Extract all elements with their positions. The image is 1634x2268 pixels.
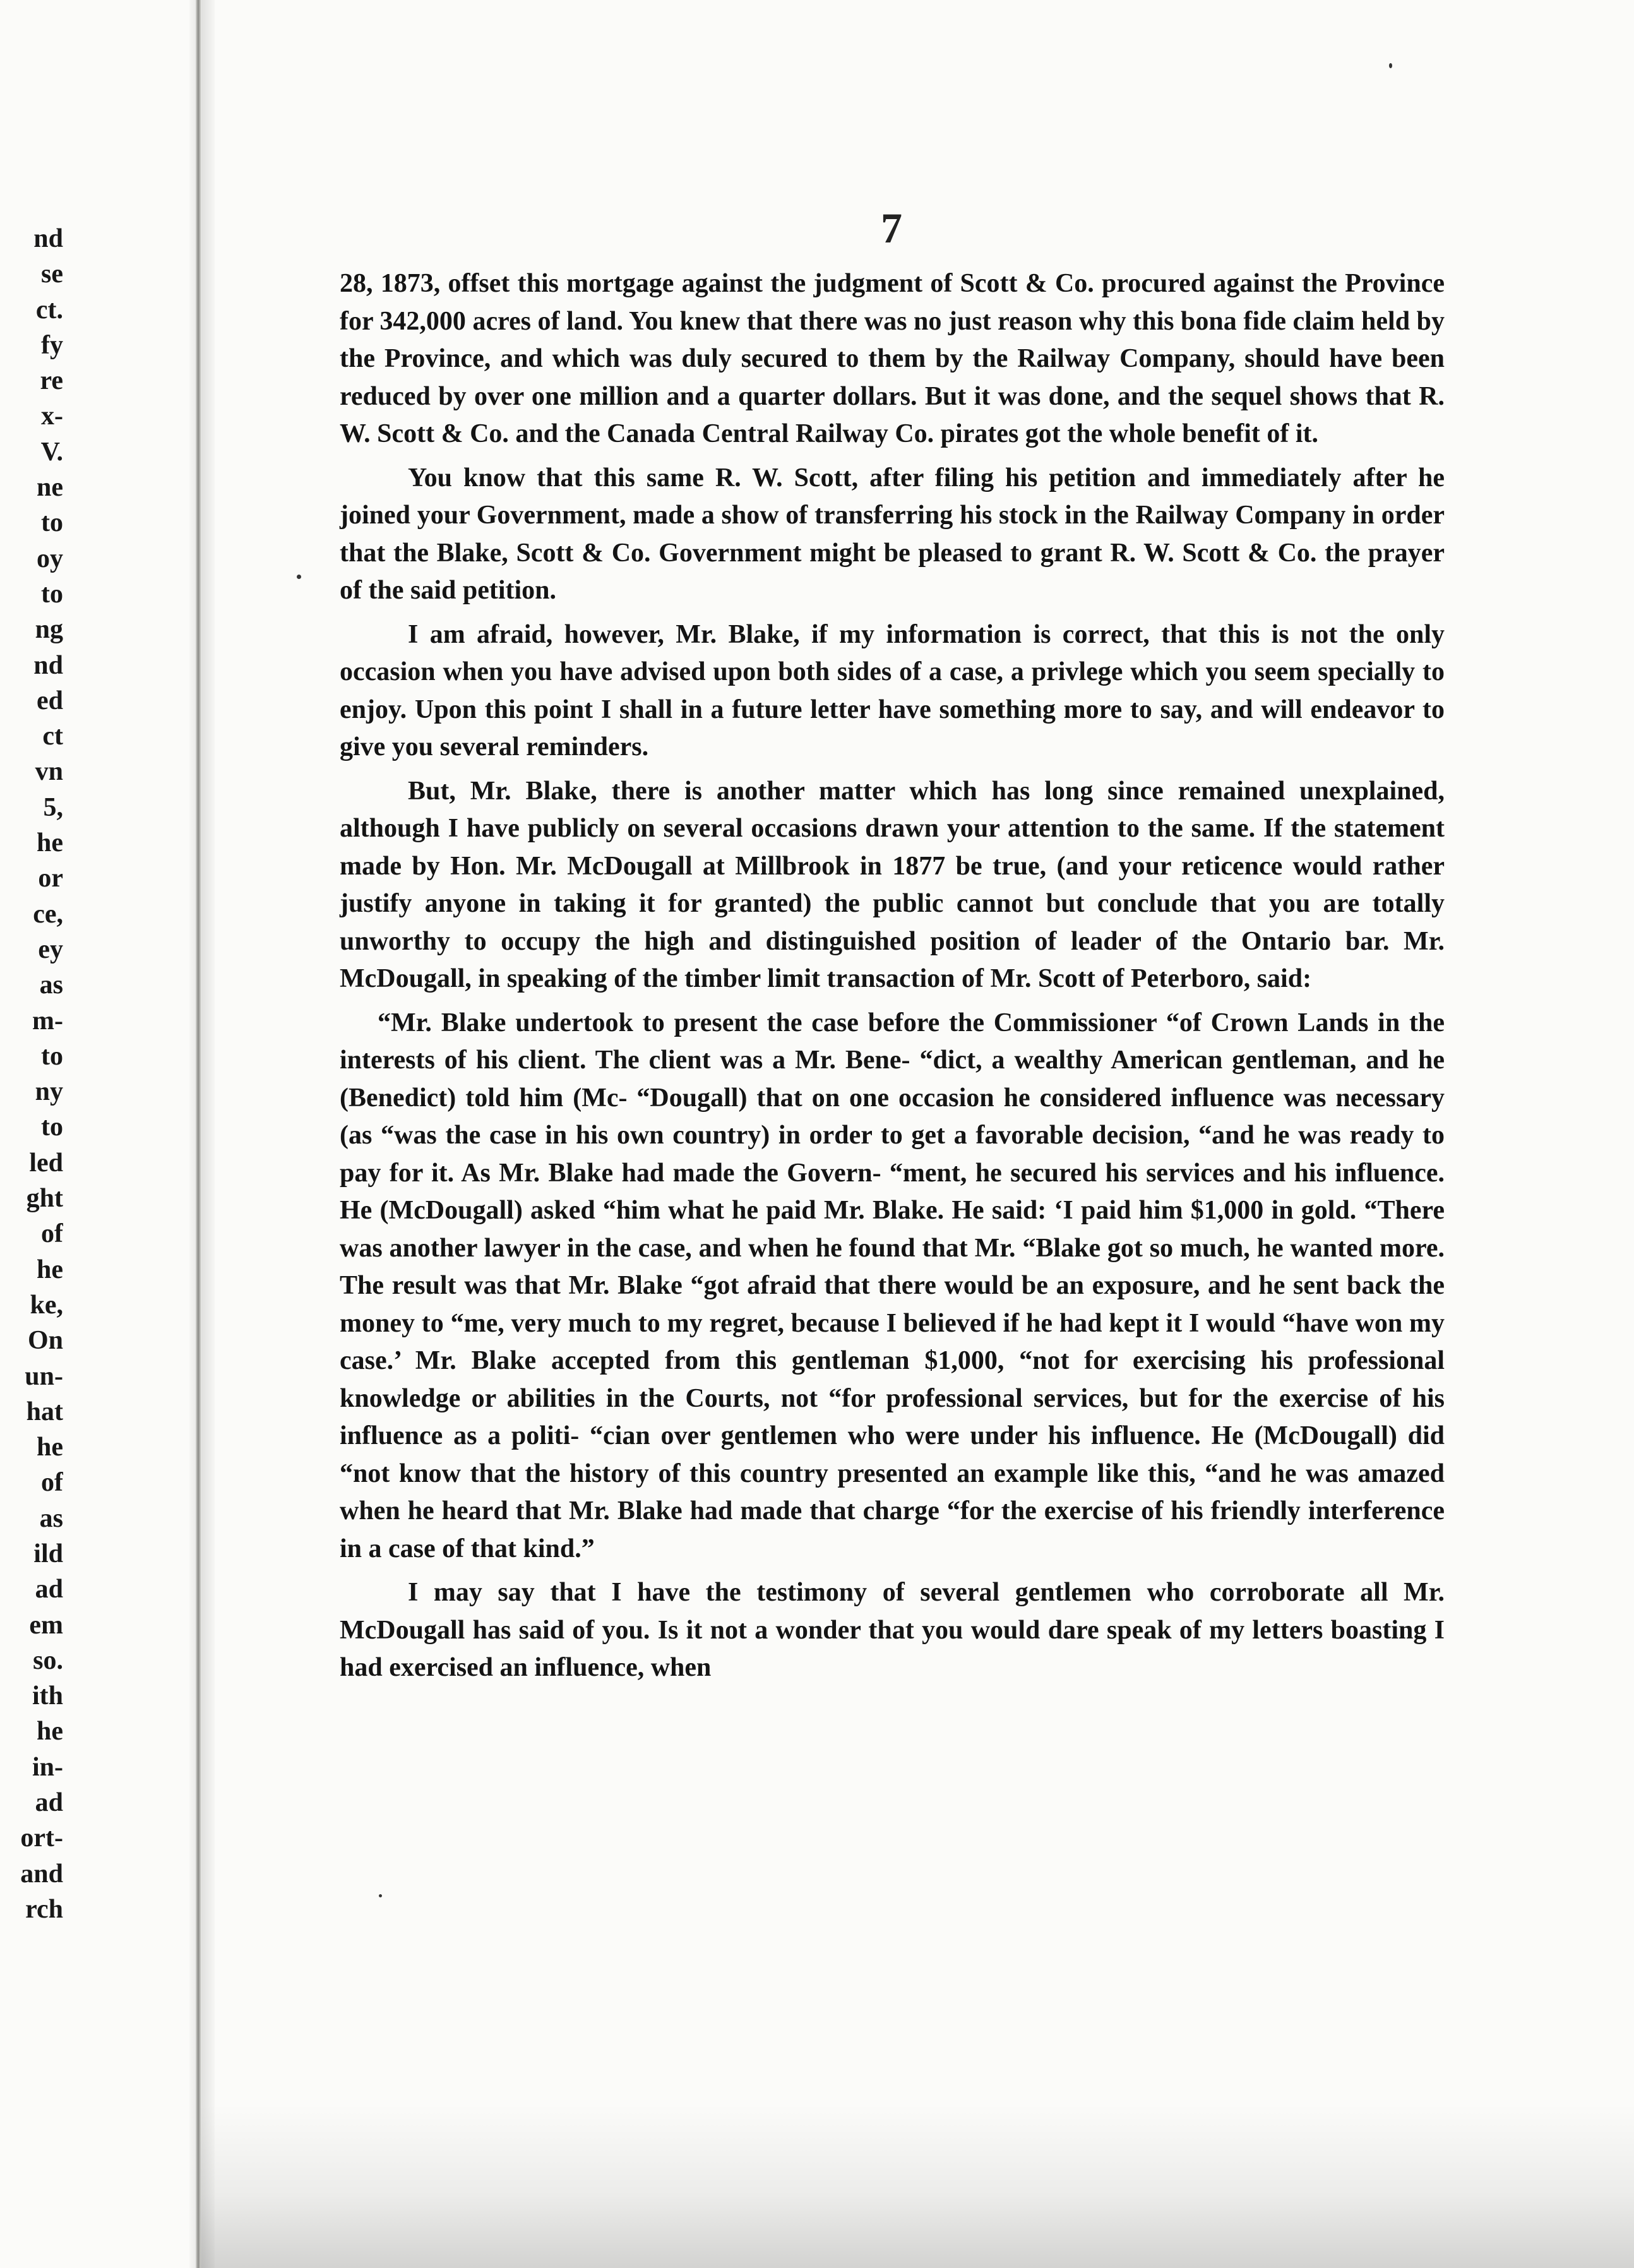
left-fragment: led <box>29 1148 63 1178</box>
left-fragment: em <box>29 1610 63 1640</box>
left-fragment: ort- <box>20 1823 63 1853</box>
left-fragment: ad <box>35 1788 63 1818</box>
left-fragment: or <box>38 864 63 893</box>
left-fragment: of <box>41 1219 63 1249</box>
left-fragment: ke, <box>30 1290 63 1320</box>
left-fragment: ad <box>35 1575 63 1604</box>
paragraph-3: I am afraid, however, Mr. Blake, if my information is correct, that this is not the only occasion when you have advised upon both sides of a case, a privlege which you seem specially to enjoy. Upon this point I shall in a future letter have something more to say, and will endeavor to give you several reminders. <box>340 619 1445 761</box>
left-fragment: he <box>37 1255 63 1284</box>
print-speck <box>379 1894 382 1897</box>
left-fragment: to <box>41 1041 63 1071</box>
left-fragment: ng <box>35 615 63 645</box>
paragraph-2: You know that this same R. W. Scott, after filing his petition and immediately after he joined your Government, made a show of transferring his stock in the Railway Company in order that the Blake, Scott & Co. Government might be pleased to grant R. W. Scott & Co. the prayer of the said petition. <box>340 463 1445 605</box>
left-fragment: un- <box>25 1361 63 1391</box>
left-fragment: fy <box>41 330 63 360</box>
left-fragment: re <box>40 366 63 396</box>
left-fragment: On <box>27 1326 63 1356</box>
left-fragment: in- <box>32 1752 63 1782</box>
left-fragment: se <box>41 260 63 289</box>
binding-gutter <box>196 0 201 2268</box>
left-fragment: x- <box>41 402 63 431</box>
left-fragment: to <box>41 508 63 538</box>
left-fragment: to <box>41 1113 63 1142</box>
left-fragment: he <box>37 828 63 858</box>
left-fragment: ct. <box>35 295 63 325</box>
left-fragment: rch <box>25 1894 63 1924</box>
left-fragment: hat <box>26 1397 63 1426</box>
left-fragment: ed <box>37 686 63 715</box>
closing-paragraph: I may say that I have the testimony of several gentlemen who corroborate all Mr. McDougall has said of you. Is it not a wonder that you would dare speak of my letters boasting I had exercised an influence, when <box>340 1578 1445 1682</box>
left-fragment: as <box>39 970 63 1000</box>
left-fragment: ild <box>33 1539 63 1568</box>
left-column-fragments <box>0 221 63 1927</box>
left-fragment: oy <box>37 544 63 573</box>
paragraph-4: But, Mr. Blake, there is another matter which has long since remained unexplained, although I have publicly on several occasions drawn your attention to the same. If the statement made by Hon. Mr. McDougall at Millbrook in 1877 be true, (and your reticence would rather justify anyone in taking it for granted) the public cannot but conclude that you are totally unworthy to occupy the high and distinguished position of leader of the Ontario bar. Mr. McDougall, in speaking of the timber limit transaction of Mr. Scott of Peterboro, said: <box>340 776 1445 993</box>
left-fragment: ey <box>38 934 63 964</box>
left-fragment: to <box>41 579 63 609</box>
left-fragment: as <box>39 1503 63 1533</box>
left-fragment: ct <box>42 722 63 751</box>
left-fragment: so. <box>33 1645 63 1675</box>
paragraph-1: 28, 1873, offset this mortgage against the judgment of Scott & Co. procured against the Province for 342,000 acres of land. You knew that there was no just reason why this bona fide claim held by the Province, and which was duly secured to them by the Railway Company, should have been reduced by over one million and a quarter dollars. But it was done, and the sequel shows that R. W. Scott & Co. and the Canada Central Railway Co. pirates got the whole benefit of it. <box>340 269 1445 448</box>
left-fragment: he <box>37 1433 63 1462</box>
gutter-shadow <box>189 0 215 2268</box>
print-speck <box>297 575 301 579</box>
body-text <box>340 265 1445 1693</box>
left-fragment: and <box>20 1859 63 1889</box>
page-number: 7 <box>881 204 902 252</box>
left-fragment: ith <box>32 1681 63 1711</box>
left-fragment: 5, <box>43 792 63 822</box>
left-fragment: ght <box>26 1184 63 1214</box>
left-fragment: nd <box>33 224 63 253</box>
print-speck <box>1389 63 1392 68</box>
left-fragment: ny <box>35 1077 63 1107</box>
left-fragment: ce, <box>33 899 63 929</box>
left-fragment: vn <box>35 757 63 787</box>
left-fragment: ne <box>37 473 63 503</box>
left-fragment: he <box>37 1717 63 1746</box>
page-bottom-shadow <box>201 2104 1634 2268</box>
left-fragment: of <box>41 1468 63 1498</box>
left-fragment: V. <box>40 437 63 467</box>
left-fragment: nd <box>33 650 63 680</box>
mcdougall-quote: “Mr. Blake undertook to present the case before the Commissioner “of Crown Lands in the interests of his client. The client was a Mr. Bene- “dict, a wealthy American gentleman, and he (Benedict) told him (Mc- “Dougall) that on one occasion he considered influence was necessary (as “was the case in his own country) in order to get a favorable decision, “and he was ready to pay for it. As Mr. Blake had made the Govern- “ment, he secured his services and his influence. He (McDougall) asked “him what he paid Mr. Blake. He said: ‘I paid him $1,000 in gold. “There was another lawyer in the case, and when he found that Mr. “Blake got so much, he wanted more. The result was that Mr. Blake “got afraid that there would be an exposure, and he sent back the money to “me, very much to my regret, because I believed if he had kept it I would “have won my case.’ Mr. Blake accepted from this gentleman $1,000, “not for exercising his professional knowledge or abilities in the Courts, not “for professional services, but for the exercise of his influence as a politi- “cian over gentlemen who were under his influence. He (McDougall) did “not know that the history of this country presented an example like this, “and he was amazed when he heard that Mr. Blake had made that charge “for the exercise of his friendly interference in a case of that kind.” <box>340 1008 1445 1563</box>
left-fragment: m- <box>32 1006 63 1036</box>
